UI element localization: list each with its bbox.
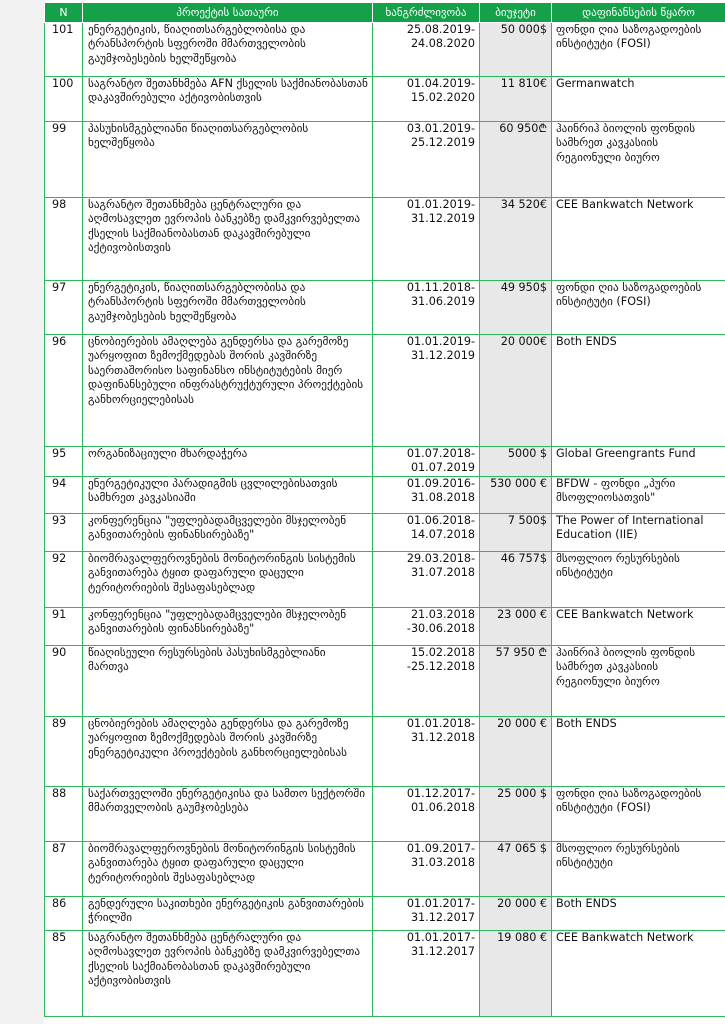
row-budget: 20 000€ bbox=[480, 335, 552, 447]
row-source: ჰაინრიჰ ბიოლის ფონდის სამხრეთ კავკასიის რეგიონული ბიურო bbox=[552, 122, 725, 198]
header-n: N bbox=[45, 3, 83, 23]
row-title: ენერგეტიკის, წიაღითსარგებლობისა და ტრანსპორტის სფეროში მმართველობის გაუმჯობესების ხელშეწყობა bbox=[83, 281, 373, 335]
table-row bbox=[45, 897, 725, 931]
row-duration: 03.01.2019- 25.12.2019 bbox=[373, 122, 480, 198]
table-header-row bbox=[45, 3, 725, 23]
row-budget: 46 757$ bbox=[480, 552, 552, 608]
projects-table bbox=[44, 2, 725, 1017]
row-budget: 47 065 $ bbox=[480, 842, 552, 897]
table-row bbox=[45, 477, 725, 514]
row-title: საგრანტო შეთანხმება AFN ქსელის საქმიანობასთან დაკავშირებული აქტივობისთვის bbox=[83, 77, 373, 122]
header-title: პროექტის სათაური bbox=[83, 3, 373, 23]
table-row bbox=[45, 717, 725, 787]
row-title: ცნობიერების ამაღლება გენდერსა და გარემოზე უარყოფით ზემოქმედებას შორის კავშირზე საერთაშორისო საფინანსო ინსტიტუტების მიერ დაფინანსებული ინფრასტრუქტურული პროექტების განხორციელებისას bbox=[83, 335, 373, 447]
row-duration: 01.11.2018- 31.06.2019 bbox=[373, 281, 480, 335]
row-source: BFDW - ფონდი „პური მსოფლიოსათვის" bbox=[552, 477, 725, 514]
row-source: Global Greengrants Fund bbox=[552, 447, 725, 477]
row-duration: 01.01.2018- 31.12.2018 bbox=[373, 717, 480, 787]
row-number: 87 bbox=[45, 842, 83, 897]
header-source: დაფინანსების წყარო bbox=[552, 3, 725, 23]
row-number: 95 bbox=[45, 447, 83, 477]
row-number: 101 bbox=[45, 23, 83, 77]
row-duration: 01.04.2019- 15.02.2020 bbox=[373, 77, 480, 122]
row-source: The Power of International Education (IIE) bbox=[552, 514, 725, 552]
row-duration: 01.01.2017- 31.12.2017 bbox=[373, 897, 480, 931]
table-row bbox=[45, 931, 725, 1017]
row-budget: 20 000 € bbox=[480, 897, 552, 931]
row-number: 92 bbox=[45, 552, 83, 608]
row-budget: 19 080 € bbox=[480, 931, 552, 1017]
table-row bbox=[45, 514, 725, 552]
row-source: CEE Bankwatch Network bbox=[552, 608, 725, 646]
row-title: ენერგეტიკული პარადიგმის ცვლილებისათვის სამხრეთ კავკასიაში bbox=[83, 477, 373, 514]
row-duration: 15.02.2018 -25.12.2018 bbox=[373, 646, 480, 717]
row-budget: 49 950$ bbox=[480, 281, 552, 335]
row-title: წიაღისეული რესურსების პასუხისმგებლიანი მართვა bbox=[83, 646, 373, 717]
header-duration: ხანგრძლივობა bbox=[373, 3, 480, 23]
row-budget: 25 000 $ bbox=[480, 787, 552, 842]
row-budget: 530 000 € bbox=[480, 477, 552, 514]
table-row bbox=[45, 281, 725, 335]
table-row bbox=[45, 23, 725, 77]
table-row bbox=[45, 646, 725, 717]
row-number: 100 bbox=[45, 77, 83, 122]
row-title: გენდერული საკითხები ენერგეტიკის განვითარების ჭრილში bbox=[83, 897, 373, 931]
row-source: მსოფლიო რესურსების ინსტიტუტი bbox=[552, 552, 725, 608]
row-title: ცნობიერების ამაღლება გენდერსა და გარემოზე უარყოფით ზემოქმედებას შორის კავშირზე ენერგეტიკული პროექტების განხორციელებისას bbox=[83, 717, 373, 787]
row-duration: 01.12.2017- 01.06.2018 bbox=[373, 787, 480, 842]
document-page bbox=[44, 0, 725, 1024]
row-title: ბიომრავალფეროვნების მონიტორინგის სისტემის განვითარება ტყით დაფარული დაცული ტერიტორიების შესაფასებლად bbox=[83, 842, 373, 897]
row-source: CEE Bankwatch Network bbox=[552, 931, 725, 1017]
row-title: კონფერენცია "უფლებადამცველები მსჯელობენ განვითარების ფინანსირებაზე" bbox=[83, 608, 373, 646]
row-duration: 01.01.2019- 31.12.2019 bbox=[373, 335, 480, 447]
row-source: ფონდი ღია საზოგადოების ინსტიტუტი (FOSI) bbox=[552, 787, 725, 842]
row-source: CEE Bankwatch Network bbox=[552, 198, 725, 281]
table-row bbox=[45, 77, 725, 122]
row-duration: 01.06.2018- 14.07.2018 bbox=[373, 514, 480, 552]
row-title: საქართველოში ენერგეტიკისა და სამთო სექტორში მმართველობის გაუმჯობესება bbox=[83, 787, 373, 842]
row-title: ენერგეტიკის, წიაღითსარგებლობისა და ტრანსპორტის სფეროში მმართველობის გაუმჯობესების ხელშეწყობა bbox=[83, 23, 373, 77]
row-budget: 23 000 € bbox=[480, 608, 552, 646]
header-budget: ბიუჯეტი bbox=[480, 3, 552, 23]
row-source: მსოფლიო რესურსების ინსტიტუტი bbox=[552, 842, 725, 897]
row-duration: 21.03.2018 -30.06.2018 bbox=[373, 608, 480, 646]
row-number: 97 bbox=[45, 281, 83, 335]
row-source: ჰაინრიჰ ბიოლის ფონდის სამხრეთ კავკასიის რეგიონული ბიურო bbox=[552, 646, 725, 717]
row-number: 86 bbox=[45, 897, 83, 931]
row-budget: 50 000$ bbox=[480, 23, 552, 77]
row-source: ფონდი ღია საზოგადოების ინსტიტუტი (FOSI) bbox=[552, 281, 725, 335]
table-row bbox=[45, 198, 725, 281]
row-source: Both ENDS bbox=[552, 717, 725, 787]
row-duration: 01.07.2018- 01.07.2019 bbox=[373, 447, 480, 477]
row-duration: 29.03.2018- 31.07.2018 bbox=[373, 552, 480, 608]
table-row bbox=[45, 608, 725, 646]
row-budget: 34 520€ bbox=[480, 198, 552, 281]
row-duration: 25.08.2019- 24.08.2020 bbox=[373, 23, 480, 77]
row-duration: 01.09.2016- 31.08.2018 bbox=[373, 477, 480, 514]
row-title: ბიომრავალფეროვნების მონიტორინგის სისტემის განვითარება ტყით დაფარული დაცული ტერიტორიების შესაფასებლად bbox=[83, 552, 373, 608]
row-title: საგრანტო შეთანხმება ცენტრალური და აღმოსავლეთ ევროპის ბანკებზე დამკვირვებელთა ქსელის საქმიანობასთან დაკავშირებული აქტივობისთვის bbox=[83, 931, 373, 1017]
row-number: 90 bbox=[45, 646, 83, 717]
row-budget: 60 950₾ bbox=[480, 122, 552, 198]
row-number: 85 bbox=[45, 931, 83, 1017]
row-number: 99 bbox=[45, 122, 83, 198]
table-row bbox=[45, 842, 725, 897]
row-number: 93 bbox=[45, 514, 83, 552]
table-row bbox=[45, 552, 725, 608]
row-duration: 01.01.2019- 31.12.2019 bbox=[373, 198, 480, 281]
row-title: პასუხისმგებლიანი წიაღითსარგებლობის ხელშეწყობა bbox=[83, 122, 373, 198]
row-source: Germanwatch bbox=[552, 77, 725, 122]
row-number: 88 bbox=[45, 787, 83, 842]
table-row bbox=[45, 447, 725, 477]
table-row bbox=[45, 335, 725, 447]
row-number: 94 bbox=[45, 477, 83, 514]
row-number: 96 bbox=[45, 335, 83, 447]
row-source: Both ENDS bbox=[552, 897, 725, 931]
row-budget: 5000 $ bbox=[480, 447, 552, 477]
row-source: ფონდი ღია საზოგადოების ინსტიტუტი (FOSI) bbox=[552, 23, 725, 77]
table-row bbox=[45, 122, 725, 198]
row-budget: 20 000 € bbox=[480, 717, 552, 787]
row-number: 89 bbox=[45, 717, 83, 787]
row-budget: 57 950 ₾ bbox=[480, 646, 552, 717]
row-budget: 11 810€ bbox=[480, 77, 552, 122]
row-number: 91 bbox=[45, 608, 83, 646]
row-budget: 7 500$ bbox=[480, 514, 552, 552]
table-row bbox=[45, 787, 725, 842]
row-duration: 01.01.2017- 31.12.2017 bbox=[373, 931, 480, 1017]
row-source: Both ENDS bbox=[552, 335, 725, 447]
row-duration: 01.09.2017- 31.03.2018 bbox=[373, 842, 480, 897]
row-title: საგრანტო შეთანხმება ცენტრალური და აღმოსავლეთ ევროპის ბანკებზე დამკვირვებელთა ქსელის საქმიანობასთან დაკავშირებული აქტივობისთვის bbox=[83, 198, 373, 281]
row-number: 98 bbox=[45, 198, 83, 281]
row-title: ორგანიზაციული მხარდაჭერა bbox=[83, 447, 373, 477]
table-body bbox=[45, 23, 725, 1017]
row-title: კონფერენცია "უფლებადამცველები მსჯელობენ განვითარების ფინანსირებაზე" bbox=[83, 514, 373, 552]
